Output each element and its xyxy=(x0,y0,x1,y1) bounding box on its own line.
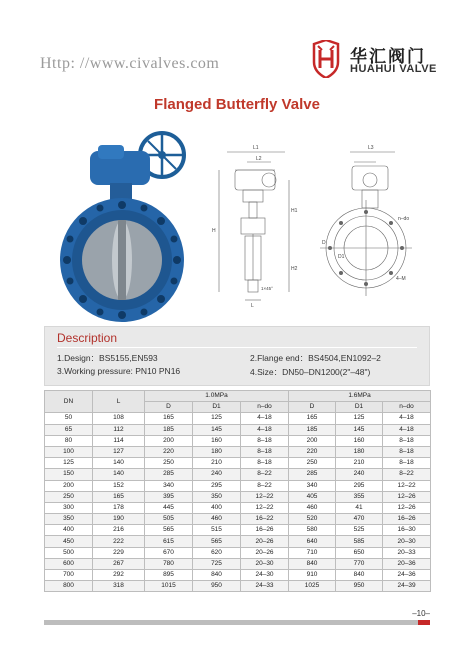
table-cell: 100 xyxy=(45,446,93,457)
table-cell: 12–26 xyxy=(383,491,431,502)
spec-table xyxy=(44,390,431,592)
table-cell: 20–26 xyxy=(241,547,289,558)
table-cell: 565 xyxy=(145,525,193,536)
table-cell: 505 xyxy=(145,514,193,525)
label-d: D xyxy=(322,240,326,246)
table-cell: 210 xyxy=(193,458,241,469)
valve-photo xyxy=(50,125,200,325)
table-cell: 8–22 xyxy=(383,469,431,480)
header-d-16: D xyxy=(289,402,336,413)
table-cell: 620 xyxy=(193,547,241,558)
table-cell: 180 xyxy=(336,446,383,457)
table-cell: 950 xyxy=(193,581,241,592)
description-title: Description xyxy=(57,331,118,345)
table-cell: 20–36 xyxy=(383,558,431,569)
table-cell: 24–30 xyxy=(241,570,289,581)
header-d1-10: D1 xyxy=(193,402,241,413)
table-cell: 650 xyxy=(336,547,383,558)
product-title: Flanged Butterfly Valve xyxy=(154,96,320,113)
table-cell: 250 xyxy=(289,458,336,469)
table-cell: 800 xyxy=(45,581,93,592)
side-view-drawing xyxy=(205,140,300,310)
table-cell: 355 xyxy=(336,491,383,502)
label-h: H xyxy=(212,228,216,234)
table-cell: 8–18 xyxy=(241,458,289,469)
table-cell: 1025 xyxy=(289,581,336,592)
table-cell: 640 xyxy=(289,536,336,547)
table-cell: 460 xyxy=(193,514,241,525)
table-cell: 16–22 xyxy=(241,514,289,525)
table-cell: 180 xyxy=(193,446,241,457)
table-cell: 50 xyxy=(45,413,93,424)
table-cell: 340 xyxy=(145,480,193,491)
table-cell: 200 xyxy=(289,435,336,446)
footer-accent xyxy=(418,620,430,625)
table-row xyxy=(45,570,431,581)
table-cell: 8–18 xyxy=(241,446,289,457)
table-cell: 140 xyxy=(93,469,145,480)
table-cell: 600 xyxy=(45,558,93,569)
table-cell: 216 xyxy=(93,525,145,536)
gearbox-icon xyxy=(90,145,150,201)
brand-logo xyxy=(310,40,440,82)
table-cell: 285 xyxy=(289,469,336,480)
logo-mark-icon xyxy=(310,40,342,78)
table-cell: 4–18 xyxy=(241,424,289,435)
table-cell: 470 xyxy=(336,514,383,525)
table-row xyxy=(45,525,431,536)
table-cell: 8–22 xyxy=(241,480,289,491)
table-row xyxy=(45,581,431,592)
table-cell: 240 xyxy=(336,469,383,480)
table-cell: 24–33 xyxy=(241,581,289,592)
table-cell: 840 xyxy=(289,558,336,569)
table-cell: 125 xyxy=(193,413,241,424)
spec-table-body xyxy=(45,413,431,592)
table-cell: 840 xyxy=(336,570,383,581)
table-cell: 725 xyxy=(193,558,241,569)
table-cell: 460 xyxy=(289,502,336,513)
table-cell: 520 xyxy=(289,514,336,525)
label-h2: H2 xyxy=(291,266,298,272)
description-panel xyxy=(44,326,430,386)
table-cell: 445 xyxy=(145,502,193,513)
table-row xyxy=(45,547,431,558)
table-cell: 108 xyxy=(93,413,145,424)
table-cell: 229 xyxy=(93,547,145,558)
table-cell: 400 xyxy=(45,525,93,536)
table-cell: 114 xyxy=(93,435,145,446)
table-cell: 318 xyxy=(93,581,145,592)
label-4m: 4–M xyxy=(396,276,406,282)
table-row xyxy=(45,558,431,569)
front-view-drawing xyxy=(310,140,420,310)
table-cell: 80 xyxy=(45,435,93,446)
table-cell: 4–18 xyxy=(241,413,289,424)
label-d1: D1 xyxy=(338,254,345,260)
spec-working-pressure: 3.Working pressure: PN10 PN16 xyxy=(57,366,181,376)
table-cell: 8–18 xyxy=(383,458,431,469)
table-cell: 16–30 xyxy=(383,525,431,536)
table-cell: 8–18 xyxy=(241,435,289,446)
table-cell: 20–30 xyxy=(241,558,289,569)
table-cell: 580 xyxy=(289,525,336,536)
table-cell: 615 xyxy=(145,536,193,547)
table-cell: 250 xyxy=(45,491,93,502)
spec-flange-end: 2.Flange end：BS4504,EN1092–2 xyxy=(250,353,381,363)
table-row xyxy=(45,491,431,502)
table-cell: 285 xyxy=(145,469,193,480)
table-cell: 585 xyxy=(336,536,383,547)
spec-design: 1.Design：BS5155,EN593 xyxy=(57,353,158,363)
table-cell: 152 xyxy=(93,480,145,491)
table-row xyxy=(45,469,431,480)
table-cell: 250 xyxy=(145,458,193,469)
table-cell: 20–26 xyxy=(241,536,289,547)
table-cell: 150 xyxy=(45,469,93,480)
table-cell: 12–26 xyxy=(383,502,431,513)
table-cell: 300 xyxy=(45,502,93,513)
table-cell: 515 xyxy=(193,525,241,536)
table-cell: 840 xyxy=(193,570,241,581)
header-group-1-6mpa: 1.6MPa xyxy=(289,391,431,402)
table-cell: 165 xyxy=(289,413,336,424)
label-h1: H1 xyxy=(291,208,298,214)
table-cell: 350 xyxy=(193,491,241,502)
table-cell: 24–39 xyxy=(383,581,431,592)
logo-english-text: HUAHUI VALVE xyxy=(350,63,437,75)
header-l: L xyxy=(93,391,145,413)
table-cell: 710 xyxy=(289,547,336,558)
table-row xyxy=(45,458,431,469)
table-cell: 190 xyxy=(93,514,145,525)
logo-chinese-text: 华汇阀门 xyxy=(350,47,426,66)
table-cell: 24–36 xyxy=(383,570,431,581)
table-cell: 12–22 xyxy=(383,480,431,491)
table-cell: 165 xyxy=(93,491,145,502)
table-row xyxy=(45,502,431,513)
table-cell: 20–30 xyxy=(383,536,431,547)
table-cell: 185 xyxy=(145,424,193,435)
table-cell: 700 xyxy=(45,570,93,581)
table-cell: 910 xyxy=(289,570,336,581)
table-cell: 220 xyxy=(289,446,336,457)
table-row xyxy=(45,536,431,547)
table-cell: 41 xyxy=(336,502,383,513)
table-cell: 140 xyxy=(93,458,145,469)
table-cell: 127 xyxy=(93,446,145,457)
table-cell: 780 xyxy=(145,558,193,569)
table-cell: 125 xyxy=(45,458,93,469)
table-row xyxy=(45,435,431,446)
table-cell: 16–26 xyxy=(383,514,431,525)
label-ndo: n–do xyxy=(398,216,410,222)
description-divider xyxy=(57,347,417,348)
table-row xyxy=(45,424,431,435)
header-d1-16: D1 xyxy=(336,402,383,413)
website-url: Http: //www.civalves.com xyxy=(40,55,220,72)
table-cell: 112 xyxy=(93,424,145,435)
valve-body-icon xyxy=(60,198,184,322)
header-d-10: D xyxy=(145,402,193,413)
table-cell: 770 xyxy=(336,558,383,569)
table-cell: 210 xyxy=(336,458,383,469)
table-cell: 200 xyxy=(45,480,93,491)
table-row xyxy=(45,514,431,525)
spec-size: 4.Size：DN50–DN1200(2"–48") xyxy=(250,367,371,377)
table-cell: 165 xyxy=(145,413,193,424)
table-cell: 185 xyxy=(289,424,336,435)
footer-bar xyxy=(44,620,430,625)
header-ndo-10: n–do xyxy=(241,402,289,413)
label-chamfer: 1×45° xyxy=(261,286,273,291)
table-cell: 8–18 xyxy=(383,435,431,446)
table-row xyxy=(45,446,431,457)
table-cell: 160 xyxy=(336,435,383,446)
table-cell: 350 xyxy=(45,514,93,525)
table-cell: 200 xyxy=(145,435,193,446)
table-cell: 405 xyxy=(289,491,336,502)
table-cell: 12–22 xyxy=(241,502,289,513)
table-cell: 240 xyxy=(193,469,241,480)
table-cell: 222 xyxy=(93,536,145,547)
label-l: L xyxy=(251,303,254,309)
table-cell: 500 xyxy=(45,547,93,558)
header-ndo-16: n–do xyxy=(383,402,431,413)
table-cell: 178 xyxy=(93,502,145,513)
label-l1: L1 xyxy=(253,145,259,151)
table-cell: 895 xyxy=(145,570,193,581)
table-cell: 400 xyxy=(193,502,241,513)
table-cell: 8–22 xyxy=(241,469,289,480)
table-cell: 125 xyxy=(336,413,383,424)
table-cell: 565 xyxy=(193,536,241,547)
table-cell: 395 xyxy=(145,491,193,502)
table-cell: 670 xyxy=(145,547,193,558)
table-cell: 16–26 xyxy=(241,525,289,536)
page-number: –10– xyxy=(412,609,430,618)
table-cell: 20–33 xyxy=(383,547,431,558)
table-row xyxy=(45,413,431,424)
table-cell: 340 xyxy=(289,480,336,491)
table-cell: 220 xyxy=(145,446,193,457)
table-cell: 1015 xyxy=(145,581,193,592)
table-cell: 12–22 xyxy=(241,491,289,502)
table-cell: 8–18 xyxy=(383,446,431,457)
label-l3: L3 xyxy=(368,145,374,151)
label-l2: L2 xyxy=(256,156,262,162)
header-group-1mpa: 1.0MPa xyxy=(145,391,289,402)
table-cell: 145 xyxy=(193,424,241,435)
table-cell: 450 xyxy=(45,536,93,547)
header-dn: DN xyxy=(45,391,93,413)
table-cell: 160 xyxy=(193,435,241,446)
table-cell: 295 xyxy=(336,480,383,491)
table-cell: 4–18 xyxy=(383,424,431,435)
table-row xyxy=(45,480,431,491)
table-cell: 267 xyxy=(93,558,145,569)
table-cell: 525 xyxy=(336,525,383,536)
table-cell: 145 xyxy=(336,424,383,435)
table-cell: 950 xyxy=(336,581,383,592)
table-cell: 292 xyxy=(93,570,145,581)
table-cell: 295 xyxy=(193,480,241,491)
table-cell: 4–18 xyxy=(383,413,431,424)
table-cell: 65 xyxy=(45,424,93,435)
